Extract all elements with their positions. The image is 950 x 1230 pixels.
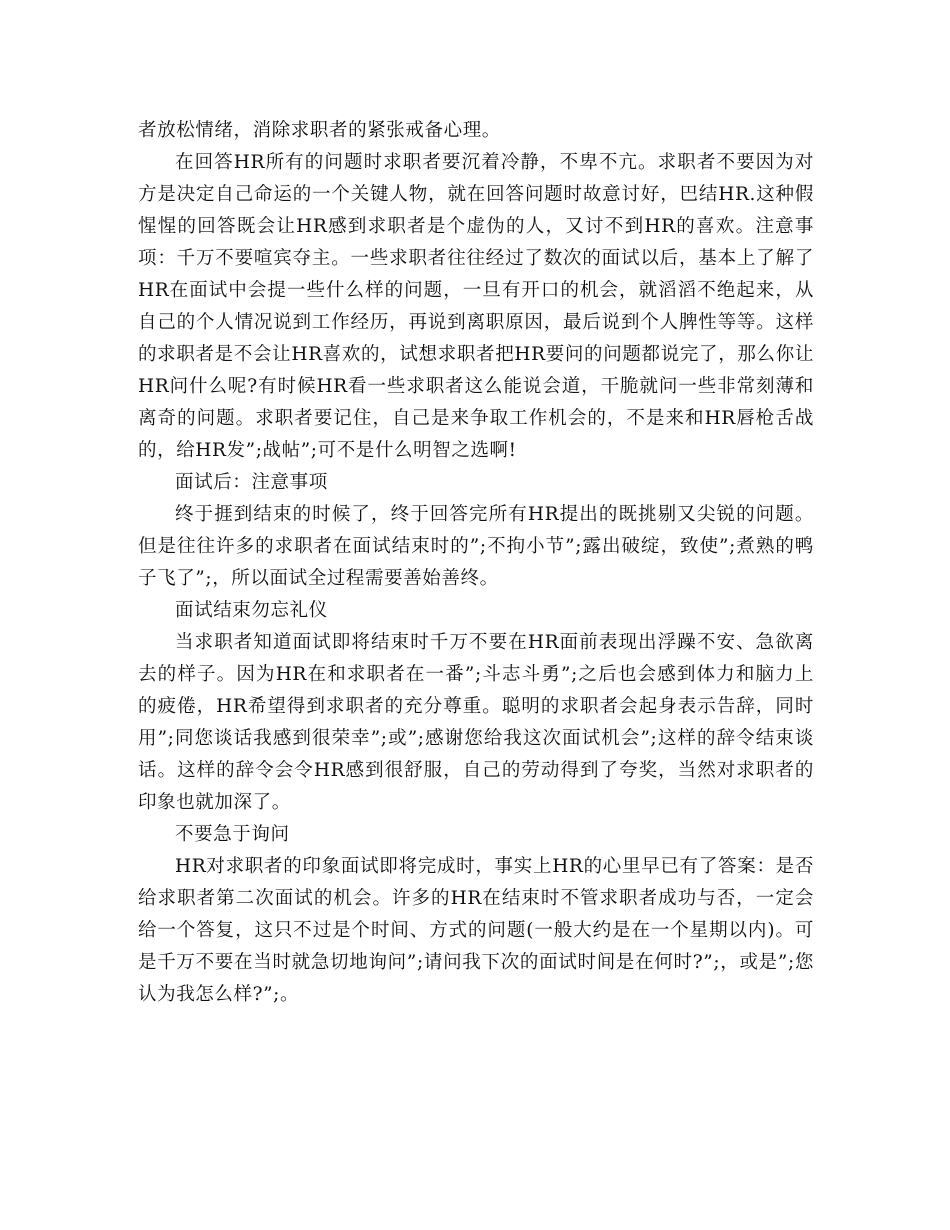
section-heading-after-interview: 面试后：注意事项 [175, 472, 328, 493]
paragraph-continuation: 者放松情绪，消除求职者的紧张戒备心理。 [138, 120, 501, 141]
section-heading-dont-rush: 不要急于询问 [175, 824, 290, 845]
document-body [138, 115, 814, 1011]
paragraph-end-of-interview: 终于捱到结束的时候了，终于回答完所有HR提出的既挑剔又尖锐的问题。但是往往许多的求职者在面试结束时的”;不拘小节”;露出破绽，致使”;煮熟的鸭子飞了”;，所以面试全过程需要善始善终。 [138, 504, 814, 589]
paragraph-dont-rush: HR对求职者的印象面试即将完成时，事实上HR的心里早已有了答案：是否给求职者第二次面试的机会。许多的HR在结束时不管求职者成功与否，一定会给一个答复，这只不过是个时间、方式的问题(一般大约是在一个星期以内)。可是千万不要在当时就急切地询问”;请问我下次的面试时间是在何时?”;，或是”;您认为我怎么样?”;。 [138, 856, 814, 1005]
section-heading-etiquette: 面试结束勿忘礼仪 [175, 600, 328, 621]
paragraph-etiquette: 当求职者知道面试即将结束时千万不要在HR面前表现出浮躁不安、急欲离去的样子。因为HR在和求职者在一番”;斗志斗勇”;之后也会感到体力和脑力上的疲倦，HR希望得到求职者的充分尊重。聪明的求职者会起身表示告辞，同时用”;同您谈话我感到很荣幸”;或”;感谢您给我这次面试机会”;这样的辞令结束谈话。这样的辞令会令HR感到很舒服，自己的劳动得到了夸奖，当然对求职者的印象也就加深了。 [138, 632, 814, 813]
paragraph-answer-calmly: 在回答HR所有的问题时求职者要沉着冷静，不卑不亢。求职者不要因为对方是决定自己命运的一个关键人物，就在回答问题时故意讨好，巴结HR.这种假惺惺的回答既会让HR感到求职者是个虚伪的人，又讨不到HR的喜欢。注意事项：千万不要喧宾夺主。一些求职者往往经过了数次的面试以后，基本上了解了HR在面试中会提一些什么样的问题，一旦有开口的机会，就滔滔不绝起来，从自己的个人情况说到工作经历，再说到离职原因，最后说到个人脾性等等。这样的求职者是不会让HR喜欢的，试想求职者把HR要问的问题都说完了，那么你让HR问什么呢?有时候HR看一些求职者这么能说会道，干脆就问一些非常刻薄和离奇的问题。求职者要记住，自己是来争取工作机会的，不是来和HR唇枪舌战的，给HR发”;战帖”;可不是什么明智之选啊! [138, 152, 814, 461]
